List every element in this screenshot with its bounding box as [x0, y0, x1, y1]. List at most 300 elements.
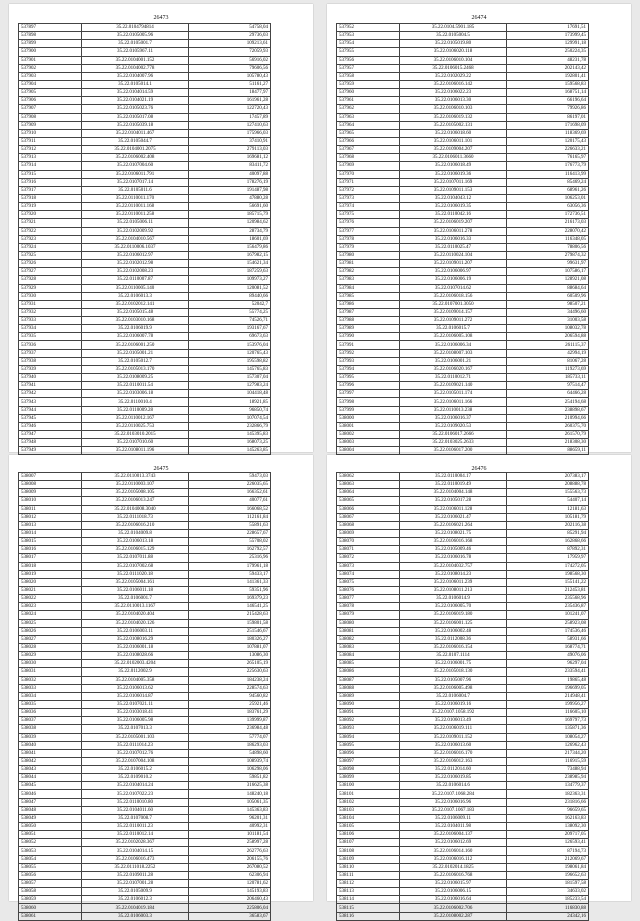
- value-cell: 261570,79: [507, 431, 589, 439]
- table-row: [19, 194, 271, 202]
- record-number-cell: 537906: [19, 97, 82, 105]
- value-cell: 17457,89: [189, 113, 271, 121]
- record-number-cell: 538039: [19, 733, 82, 741]
- value-cell: 120781,62: [189, 880, 271, 888]
- record-number-cell: 538102: [337, 798, 400, 806]
- cadastral-number-cell: 35.22.0105002.131: [400, 121, 507, 129]
- value-cell: 208888,78: [507, 481, 589, 489]
- value-cell: 134779,37: [507, 782, 589, 790]
- value-cell: 175966,03: [189, 129, 271, 137]
- cadastral-number-cell: 35.22.0103025.2633: [400, 439, 507, 447]
- table-row: [19, 398, 271, 406]
- record-number-cell: 537910: [19, 129, 82, 137]
- cadastral-number-cell: 35.22.0108011.213: [400, 586, 507, 594]
- value-cell: 185733,11: [507, 374, 589, 382]
- table-row: [337, 439, 589, 447]
- table-row: [19, 529, 271, 537]
- record-number-cell: 538053: [19, 847, 82, 855]
- cadastral-number-cell: 35.22.0112014.60: [400, 766, 507, 774]
- record-number-cell: 537930: [19, 292, 82, 300]
- cadastral-number-cell: 35.22.0107001.28: [82, 880, 189, 888]
- record-number-cell: 538110: [337, 863, 400, 871]
- table-row: [337, 276, 589, 284]
- table-row: [337, 627, 589, 635]
- record-number-cell: 538065: [337, 497, 400, 505]
- value-cell: 206155,76: [189, 855, 271, 863]
- cadastral-number-cell: 35.22.0106020.118: [400, 48, 507, 56]
- record-number-cell: 538032: [19, 676, 82, 684]
- value-cell: 34633,02: [507, 888, 589, 896]
- value-cell: 126593,41: [507, 839, 589, 847]
- value-cell: 198568,30: [507, 570, 589, 578]
- cadastral-number-cell: 35.22.0105009.46: [400, 546, 507, 554]
- record-number-cell: 538115: [337, 904, 400, 912]
- table-row: [19, 357, 271, 365]
- record-number-cell: 538057: [19, 880, 82, 888]
- value-cell: 148240,18: [189, 790, 271, 798]
- table-row: [19, 546, 271, 554]
- table-row: [337, 896, 589, 904]
- table-row: [19, 863, 271, 871]
- value-cell: 81067,28: [507, 357, 589, 365]
- value-cell: 168751,14: [507, 89, 589, 97]
- record-number-cell: 538101: [337, 790, 400, 798]
- value-cell: 55774,25: [189, 308, 271, 316]
- value-cell: 279874,32: [507, 251, 589, 259]
- table-row: [19, 447, 271, 455]
- record-number-cell: 537899: [19, 40, 82, 48]
- record-number-cell: 537955: [337, 48, 400, 56]
- record-number-cell: 538107: [337, 839, 400, 847]
- table-row: [337, 912, 589, 920]
- cadastral-number-cell: 35.22.0106015.2468: [400, 64, 507, 72]
- table-row: [19, 32, 271, 40]
- record-number-cell: 538075: [337, 578, 400, 586]
- value-cell: 155141,22: [507, 578, 589, 586]
- record-number-cell: 538044: [19, 774, 82, 782]
- value-cell: 198061,84: [507, 863, 589, 871]
- table-row: [19, 790, 271, 798]
- value-cell: 73488,94: [507, 766, 589, 774]
- value-cell: 59851,82: [189, 774, 271, 782]
- table-row: [19, 162, 271, 170]
- record-number-cell: 537903: [19, 72, 82, 80]
- cadastral-number-cell: 35.22.0107004.108: [82, 757, 189, 765]
- value-cell: 31003,58: [507, 317, 589, 325]
- table-row: [337, 839, 589, 847]
- value-cell: 195598,82: [189, 357, 271, 365]
- record-number-cell: 538058: [19, 888, 82, 896]
- record-number-cell: 538077: [337, 595, 400, 603]
- record-number-cell: 537998: [337, 398, 400, 406]
- table-row: [337, 806, 589, 814]
- cadastral-number-cell: 35.22.0106021.264: [400, 521, 507, 529]
- value-cell: 168774,71: [507, 643, 589, 651]
- table-row: [19, 284, 271, 292]
- cadastral-number-cell: 35.22.0106019.35: [400, 203, 507, 211]
- cadastral-number-cell: 35.22.0106001.21: [400, 357, 507, 365]
- value-cell: 172736,51: [507, 211, 589, 219]
- cadastral-number-cell: 35.22.0112002.9: [82, 668, 189, 676]
- table-row: [19, 831, 271, 839]
- cadastral-number-cell: 35.22.0110011.168: [82, 203, 189, 211]
- record-number-cell: 538069: [337, 529, 400, 537]
- table-row: [337, 24, 589, 32]
- value-cell: 37410,91: [189, 137, 271, 145]
- record-number-cell: 537918: [19, 194, 82, 202]
- table-row: [337, 831, 589, 839]
- table-row: [19, 341, 271, 349]
- cadastral-number-cell: 35.22.0108011.196: [82, 447, 189, 455]
- record-number-cell: 538093: [337, 725, 400, 733]
- record-number-cell: 538109: [337, 855, 400, 863]
- value-cell: 107074,54: [189, 414, 271, 422]
- cadastral-number-cell: 35.22.0109011.28: [82, 871, 189, 879]
- value-cell: 17959,97: [507, 554, 589, 562]
- record-number-cell: 537977: [337, 227, 400, 235]
- value-cell: 62306,94: [189, 871, 271, 879]
- value-cell: 86197,01: [507, 113, 589, 121]
- cadastral-number-cell: 35.22.0110025.753: [82, 422, 189, 430]
- table-row: [19, 888, 271, 896]
- cadastral-number-cell: 35.22.0106004.137: [400, 831, 507, 839]
- record-number-cell: 537937: [19, 349, 82, 357]
- table-row: [337, 814, 589, 822]
- value-cell: 258997,28: [189, 839, 271, 847]
- value-cell: 250224,35: [507, 48, 589, 56]
- table-row: [19, 741, 271, 749]
- record-number-cell: 538111: [337, 871, 400, 879]
- value-cell: 199956,27: [507, 700, 589, 708]
- record-number-cell: 537973: [337, 194, 400, 202]
- record-number-cell: 538084: [337, 652, 400, 660]
- cadastral-number-cell: 35.22.0106018.49: [400, 162, 507, 170]
- value-cell: 55708,02: [189, 538, 271, 546]
- cadastral-number-cell: 35.22.0106001.75: [400, 660, 507, 668]
- cadastral-number-cell: 35.22.0105017.28: [400, 497, 507, 505]
- cadastral-number-cell: 35.22.0110003.107: [82, 481, 189, 489]
- table-row: [19, 365, 271, 373]
- cadastral-number-cell: 35.22.0106013.247: [82, 497, 189, 505]
- cadastral-number-cell: 35.22.0110009.28: [82, 406, 189, 414]
- cadastral-number-cell: 35.22.0106015.97: [400, 880, 507, 888]
- value-cell: 68961,26: [507, 186, 589, 194]
- value-cell: 162868,66: [507, 538, 589, 546]
- record-number-cell: 537971: [337, 178, 400, 186]
- table-row: [337, 48, 589, 56]
- record-number-cell: 538013: [19, 521, 82, 529]
- record-number-cell: 538017: [19, 554, 82, 562]
- record-number-cell: 538034: [19, 692, 82, 700]
- record-number-cell: 538051: [19, 831, 82, 839]
- cadastral-number-cell: 35.22.0109011.152: [400, 733, 507, 741]
- table-row: [19, 814, 271, 822]
- cadastral-number-cell: 35.22.0105005.96: [82, 32, 189, 40]
- cadastral-number-cell: 35.22.0110011.170: [82, 194, 189, 202]
- value-cell: 119273,69: [507, 365, 589, 373]
- table-row: [337, 725, 589, 733]
- records-table: [336, 23, 589, 472]
- cadastral-number-cell: 35.22.0107012.76: [82, 749, 189, 757]
- cadastral-number-cell: 35.22.0106016.64: [400, 896, 507, 904]
- table-row: [337, 357, 589, 365]
- cadastral-number-cell: 35.22.0106013.18: [82, 538, 189, 546]
- value-cell: 120765,43: [189, 349, 271, 357]
- value-cell: 85291,94: [507, 529, 589, 537]
- table-row: [337, 137, 589, 145]
- record-number-cell: 538104: [337, 814, 400, 822]
- record-number-cell: 537943: [19, 398, 82, 406]
- value-cell: 96659,65: [507, 806, 589, 814]
- cadastral-number-cell: 35.22.0103010.168: [82, 317, 189, 325]
- record-number-cell: 537982: [337, 268, 400, 276]
- record-number-cell: 538090: [337, 700, 400, 708]
- table-row: [19, 129, 271, 137]
- table-row: [337, 847, 589, 855]
- cadastral-number-cell: 35.22.0106018.60: [400, 129, 507, 137]
- table-row: [19, 481, 271, 489]
- record-number-cell: 538037: [19, 717, 82, 725]
- value-cell: 228657,67: [189, 529, 271, 537]
- record-number-cell: 537984: [337, 284, 400, 292]
- value-cell: 176773,79: [507, 162, 589, 170]
- record-number-cell: 537996: [337, 382, 400, 390]
- cadastral-number-cell: 35.22.0106006.34: [400, 341, 507, 349]
- cadastral-number-cell: 35.22.0107.1068.284: [400, 790, 507, 798]
- cadastral-number-cell: 35.22.0110007.87: [82, 276, 189, 284]
- table-row: [19, 839, 271, 847]
- cadastral-number-cell: 35.22.0109014.157: [400, 308, 507, 316]
- table-row: [19, 627, 271, 635]
- table-row: [19, 422, 271, 430]
- record-number-cell: 537957: [337, 64, 400, 72]
- table-row: [337, 32, 589, 40]
- cadastral-number-cell: 35.22.0104043.12: [400, 194, 507, 202]
- cadastral-number-cell: 35.22.0103006.18: [82, 390, 189, 398]
- cadastral-number-cell: 35.22.0110025.47: [400, 243, 507, 251]
- table-row: [337, 268, 589, 276]
- cadastral-number-cell: 35.22.0106015.129: [82, 546, 189, 554]
- value-cell: 258923,08: [507, 619, 589, 627]
- cadastral-number-cell: 35.22.0108016.29: [82, 635, 189, 643]
- cadastral-number-cell: 35.22.0105018.130: [400, 668, 507, 676]
- cadastral-number-cell: 35.22.0106015.7: [400, 325, 507, 333]
- record-number-cell: 538113: [337, 888, 400, 896]
- value-cell: 228070,42: [507, 227, 589, 235]
- value-cell: 25316,96: [189, 554, 271, 562]
- cadastral-number-cell: 35.22.0107008.7: [82, 814, 189, 822]
- record-number-cell: 538067: [337, 513, 400, 521]
- record-number-cell: 538040: [19, 741, 82, 749]
- value-cell: 63056,36: [507, 203, 589, 211]
- cadastral-number-cell: 35.22.0106011.18: [82, 586, 189, 594]
- table-row: [19, 717, 271, 725]
- cadastral-number-cell: 35.22.0104019.184: [82, 904, 189, 912]
- cadastral-number-cell: 35.22.0106012.69: [400, 839, 507, 847]
- table-row: [19, 211, 271, 219]
- cadastral-number-cell: 35.22.0102012.141: [82, 300, 189, 308]
- cadastral-number-cell: 35.22.0110019.49: [400, 481, 507, 489]
- record-number-cell: 538079: [337, 611, 400, 619]
- cadastral-number-cell: 35.22.0104011.60: [82, 806, 189, 814]
- cadastral-number-cell: 35.22.0105001.7: [82, 40, 189, 48]
- table-row: [19, 684, 271, 692]
- cadastral-number-cell: 35.22.0107.1058.192: [400, 709, 507, 717]
- value-cell: 185715,79: [189, 211, 271, 219]
- value-cell: 235436,87: [507, 603, 589, 611]
- cadastral-number-cell: 35.22.0109020.53: [400, 422, 507, 430]
- table-row: [337, 64, 589, 72]
- table-row: [19, 268, 271, 276]
- cadastral-number-cell: 35.22.0104014.15: [82, 847, 189, 855]
- cadastral-number-cell: 35.22.0110013.3743: [82, 473, 189, 481]
- table-row: [337, 292, 589, 300]
- record-number-cell: 537956: [337, 56, 400, 64]
- value-cell: 85469,24: [507, 178, 589, 186]
- cadastral-number-cell: 35.22.0104002.778: [82, 64, 189, 72]
- value-cell: 60509,96: [507, 292, 589, 300]
- table-row: [337, 676, 589, 684]
- record-number-cell: 538021: [19, 586, 82, 594]
- value-cell: 169681,12: [189, 154, 271, 162]
- table-row: [19, 72, 271, 80]
- cadastral-number-cell: 35.22.0107017.14: [82, 178, 189, 186]
- table-row: [337, 414, 589, 422]
- table-row: [337, 422, 589, 430]
- value-cell: 265105,19: [189, 660, 271, 668]
- value-cell: 226035,65: [189, 481, 271, 489]
- record-number-cell: 538052: [19, 839, 82, 847]
- record-number-cell: 538042: [19, 757, 82, 765]
- cadastral-number-cell: 35.22.0103010.2015: [82, 431, 189, 439]
- record-number-cell: 538018: [19, 562, 82, 570]
- value-cell: 120984,62: [189, 219, 271, 227]
- record-number-cell: 537915: [19, 170, 82, 178]
- table-row: [337, 766, 589, 774]
- record-number-cell: 538082: [337, 635, 400, 643]
- cadastral-number-cell: 35.22.0106016.168: [400, 538, 507, 546]
- cadastral-number-cell: 35.22.0105017.08: [82, 113, 189, 121]
- record-number-cell: 537993: [337, 357, 400, 365]
- table-row: [337, 717, 589, 725]
- record-number-cell: 538088: [337, 684, 400, 692]
- table-row: [19, 431, 271, 439]
- table-row: [337, 235, 589, 243]
- table-row: [337, 325, 589, 333]
- record-number-cell: 538007: [19, 473, 82, 481]
- cadastral-number-cell: 35.22.0106011.278: [400, 227, 507, 235]
- record-number-cell: 537934: [19, 325, 82, 333]
- records-table: [336, 472, 589, 921]
- cadastral-number-cell: 35.22.0107011.88: [82, 554, 189, 562]
- table-row: [19, 80, 271, 88]
- cadastral-number-cell: 35.22.0110012.71: [400, 374, 507, 382]
- table-row: [19, 855, 271, 863]
- table-row: [337, 749, 589, 757]
- value-cell: 109213,61: [189, 40, 271, 48]
- record-number-cell: 538095: [337, 741, 400, 749]
- record-number-cell: 537941: [19, 382, 82, 390]
- value-cell: 19865,48: [507, 676, 589, 684]
- record-number-cell: 537980: [337, 251, 400, 259]
- cadastral-number-cell: 35.22.0107.1114: [400, 652, 507, 660]
- cadastral-number-cell: 35.22.0107004.60: [82, 162, 189, 170]
- cadastral-number-cell: 35.22.0106011.239: [400, 578, 507, 586]
- record-number-cell: 537908: [19, 113, 82, 121]
- value-cell: 48231,78: [507, 56, 589, 64]
- table-row: [19, 725, 271, 733]
- value-cell: 116605,10: [507, 709, 589, 717]
- record-number-cell: 538020: [19, 578, 82, 586]
- record-number-cell: 537979: [337, 243, 400, 251]
- value-cell: 88659,11: [507, 447, 589, 455]
- cadastral-number-cell: 35.22.0106001.250: [82, 341, 189, 349]
- record-number-cell: 537995: [337, 374, 400, 382]
- cadastral-number-cell: 35.22.0109011.153: [400, 186, 507, 194]
- value-cell: 105181,79: [507, 513, 589, 521]
- cadastral-number-cell: 35.22.0111020.18: [82, 570, 189, 578]
- record-number-cell: 537925: [19, 251, 82, 259]
- value-cell: 168073,25: [189, 439, 271, 447]
- cadastral-number-cell: 35.22.0106016.768: [400, 871, 507, 879]
- record-number-cell: 538043: [19, 766, 82, 774]
- record-number-cell: 537921: [19, 219, 82, 227]
- record-number-cell: 537911: [19, 137, 82, 145]
- cadastral-number-cell: 35.22.0110011.23: [82, 823, 189, 831]
- cadastral-number-cell: 35.22.0107002.68: [82, 562, 189, 570]
- table-row: [337, 635, 589, 643]
- cadastral-number-cell: 35.22.0110011.54: [82, 382, 189, 390]
- cadastral-number-cell: 35.22.0106019.9: [82, 325, 189, 333]
- table-row: [337, 497, 589, 505]
- value-cell: 17691,51: [507, 24, 589, 32]
- table-row: [19, 276, 271, 284]
- table-row: [337, 243, 589, 251]
- record-number-cell: 538027: [19, 635, 82, 643]
- value-cell: 145395,83: [189, 431, 271, 439]
- value-cell: 202116,38: [507, 521, 589, 529]
- table-row: [19, 692, 271, 700]
- record-number-cell: 538019: [19, 570, 82, 578]
- cadastral-number-cell: 35.22.0110006.1037: [82, 243, 189, 251]
- record-number-cell: 538064: [337, 489, 400, 497]
- page-number-title: 26474: [471, 15, 487, 21]
- value-cell: 129991,18: [507, 40, 589, 48]
- cadastral-number-cell: 35.22.0106017.2666: [400, 431, 507, 439]
- cadastral-number-cell: 35.22.0105004.161: [82, 578, 189, 586]
- record-number-cell: 537927: [19, 268, 82, 276]
- page-number-title: 26475: [153, 466, 169, 472]
- record-number-cell: 538047: [19, 798, 82, 806]
- cadastral-number-cell: 35.22.0104.5901.185: [400, 24, 507, 32]
- table-row: [337, 97, 589, 105]
- cadastral-number-cell: 35.22.0106010.104: [400, 56, 507, 64]
- cadastral-number-cell: 35.22.0104001.2075: [82, 146, 189, 154]
- record-number-cell: 538025: [19, 619, 82, 627]
- record-number-cell: 538054: [19, 855, 82, 863]
- record-number-cell: 538062: [337, 473, 400, 481]
- record-number-cell: 537917: [19, 186, 82, 194]
- cadastral-number-cell: 35.22.0105044.7: [82, 137, 189, 145]
- cadastral-number-cell: 35.22.0110010.80: [82, 798, 189, 806]
- table-row: [337, 129, 589, 137]
- record-number-cell: 538026: [19, 627, 82, 635]
- value-cell: 167982,15: [189, 251, 271, 259]
- cadastral-number-cell: 35.22.0102012.98: [82, 260, 189, 268]
- cadastral-number-cell: 35.22.0105009.9: [82, 888, 189, 896]
- cadastral-number-cell: 35.22.0105012.7: [82, 357, 189, 365]
- table-row: [19, 64, 271, 72]
